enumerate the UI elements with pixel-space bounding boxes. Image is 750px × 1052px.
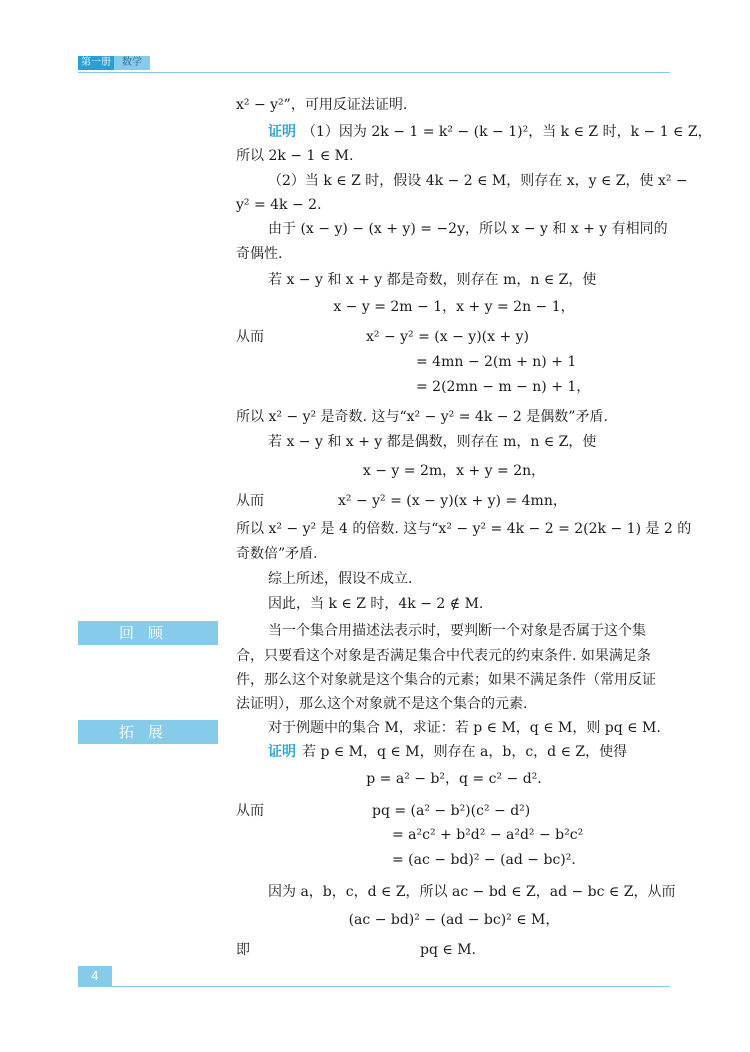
text-line: 若 x − y 和 x + y 都是奇数，则存在 m，n ∈ Z，使 [268,272,597,288]
text-span: （1）因为 2k − 1 = k² − (k − 1)²，当 k ∈ Z 时，k − 1 ∈ Z， [302,124,712,140]
equation-label: 从而 [236,329,264,345]
equation: x − y = 2m − 1，x + y = 2n − 1， [333,299,575,315]
equation: pq ∈ M. [420,942,476,958]
text-line: x² − y²”，可用反证法证明. [236,97,408,113]
text-line: 合，只要看这个对象是否满足集合中代表元的约束条件. 如果满足条 [236,648,651,664]
header-divider [78,72,670,73]
text-line: y² = 4k − 2. [236,197,322,213]
text-line: 因此，当 k ∈ Z 时，4k − 2 ∉ M. [268,596,484,612]
equation: x² − y² = (x − y)(x + y) = 4mn， [338,493,567,509]
equation-label: 即 [236,942,250,958]
equation-label: 从而 [236,493,264,509]
equation: x² − y² = (x − y)(x + y) [366,329,530,345]
equation: (ac − bd)² − (ad − bc)² ∈ M， [348,912,560,928]
equation-label: 从而 [236,803,264,819]
equation: = (ac − bd)² − (ad − bc)². [392,852,576,868]
review-section-label: 回顾 [78,621,218,645]
proof-keyword: 证明 [268,124,296,140]
text-line: 所以 2k − 1 ∈ M. [236,148,354,164]
page-number: 4 [78,966,112,986]
equation: x − y = 2m，x + y = 2n， [362,463,546,479]
text-line [268,742,627,762]
text-line: 法证明），那么这个对象就不是这个集合的元素. [236,696,528,712]
text-line: 综上所述，假设不成立. [268,571,413,587]
extend-section-label: 拓展 [78,720,218,744]
text-line: 件，那么这个对象就是这个集合的元素；如果不满足条件（常用反证 [236,672,656,688]
equation: pq = (a² − b²)(c² − d²) [372,803,531,819]
text-line: 所以 x² − y² 是 4 的倍数. 这与“x² − y² = 4k − 2 = 2(2k − 1) 是 2 的 [236,521,692,537]
footer-divider [78,986,670,987]
text-line: （2）当 k ∈ Z 时，假设 4k − 2 ∈ M，则存在 x，y ∈ Z，使 x² − [268,173,688,189]
equation: = 2(2mn − m − n) + 1， [416,379,591,395]
equation: = a²c² + b²d² − a²d² − b²c² [392,827,584,843]
proof-keyword: 证明 [268,744,296,760]
text-line: 奇数倍”矛盾. [236,546,318,562]
text-line: 因为 a，b，c，d ∈ Z，所以 ac − bd ∈ Z，ad − bc ∈ Z，从而 [268,884,676,900]
text-line: 当一个集合用描述法表示时，要判断一个对象是否属于这个集 [268,623,646,639]
text-span: 若 p ∈ M，q ∈ M，则存在 a，b，c，d ∈ Z，使得 [302,744,628,760]
text-line: 奇偶性. [236,246,283,262]
text-line: 所以 x² − y² 是奇数. 这与“x² − y² = 4k − 2 是偶数”矛盾. [236,409,608,425]
text-line: 由于 (x − y) − (x + y) = −2y，所以 x − y 和 x + y 有相同的 [268,221,668,237]
text-line: 若 x − y 和 x + y 都是偶数，则存在 m，n ∈ Z，使 [268,434,597,450]
equation: = 4mn − 2(m + n) + 1 [416,354,577,370]
equation: p = a² − b²，q = c² − d². [366,771,542,787]
subject-label: 数学 [122,57,142,68]
text-line [268,122,712,142]
book-volume-label: 第一册 [78,56,114,70]
text-line: 对于例题中的集合 M，求证：若 p ∈ M，q ∈ M，则 pq ∈ M. [268,720,661,736]
